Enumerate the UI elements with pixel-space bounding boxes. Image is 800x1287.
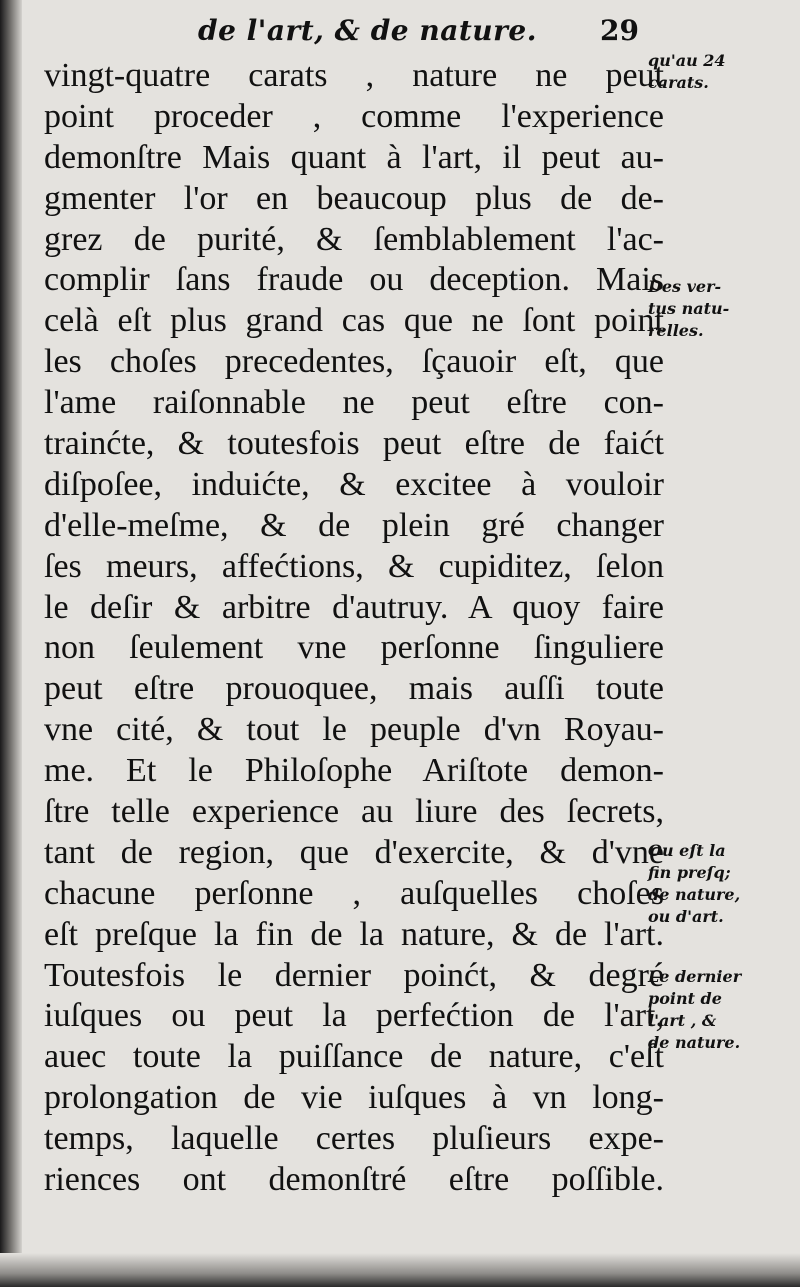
margin-note	[648, 840, 793, 928]
margin-note-line: Des ver-	[648, 277, 722, 296]
text-line: eſt preſque la fin de la nature, & de l'art.	[44, 915, 664, 953]
text-line: Toutesfois le dernier poinćt, & degré	[44, 956, 664, 994]
text-line: vingt-quatre carats , nature ne peut	[44, 57, 664, 94]
text-line: auec toute la puiſſance de nature, c'eſt	[44, 1038, 664, 1076]
text-line: d'elle-meſme, & de plein gré changer	[44, 506, 664, 544]
page-header	[0, 14, 800, 54]
margin-note-line: Ou eſt la	[648, 841, 726, 860]
text-line: diſpoſee, induićte, & excitee à vouloir	[44, 465, 664, 503]
margin-note-line: carats.	[648, 73, 709, 92]
margin-note-line: relles.	[648, 321, 704, 340]
text-line: chacune perſonne , auſquelles choſes	[44, 874, 664, 912]
text-line: le deſir & arbitre d'autruy. A quoy faire	[44, 588, 664, 626]
margin-note	[648, 276, 793, 342]
margin-note-line: de nature.	[648, 1033, 741, 1052]
text-line: temps, laquelle certes pluſieurs expe-	[44, 1120, 664, 1158]
text-line: riences ont demonſtré eſtre poſſible.	[44, 1161, 664, 1199]
page-left-edge-shadow	[0, 0, 22, 1287]
text-line: vne cité, & tout le peuple d'vn Royau-	[44, 711, 664, 749]
body-text	[44, 56, 664, 1201]
text-line: gmenter l'or en beaucoup plus de de-	[44, 179, 664, 217]
margin-note	[648, 966, 793, 1054]
text-line: peut eſtre prouoquee, mais auſſi toute	[44, 670, 664, 708]
running-head: de l'art, & de nature.	[198, 14, 537, 47]
text-line: grez de purité, & ſemblablement l'ac-	[44, 220, 664, 258]
text-line: ſtre telle experience au liure des ſecrets,	[44, 793, 664, 831]
text-line: demonſtre Mais quant à l'art, il peut au-	[44, 138, 664, 176]
text-line: prolongation de vie iuſques à vn long-	[44, 1079, 664, 1117]
margin-note	[648, 50, 793, 94]
text-line: point proceder , comme l'experience	[44, 97, 664, 135]
margin-note-line: Le dernier	[648, 967, 742, 986]
text-line: l'ame raiſonnable ne peut eſtre con-	[44, 384, 664, 422]
page-bottom-edge-shadow	[0, 1253, 800, 1287]
margin-note-line: l'art , &	[648, 1011, 717, 1030]
margin-note-line: de nature,	[648, 885, 741, 904]
text-line: celà eſt plus grand cas que ne ſont point	[44, 302, 664, 340]
text-line: complir ſans fraude ou deception. Mais	[44, 261, 664, 299]
text-line: trainćte, & toutesfois peut eſtre de faićt	[44, 425, 664, 463]
page-number: 29	[600, 14, 639, 47]
text-line: tant de region, que d'exercite, & d'vne	[44, 833, 664, 871]
margin-note-line: fin preſq;	[648, 863, 731, 882]
margin-note-line: ou d'art.	[648, 907, 724, 926]
text-line: me. Et le Philoſophe Ariſtote demon-	[44, 752, 664, 790]
text-line: ſes meurs, affećtions, & cupiditez, ſelon	[44, 547, 664, 585]
text-line: iuſques ou peut la perfećtion de l'art,	[44, 997, 664, 1035]
margin-note-line: point de	[648, 989, 722, 1008]
text-line: les choſes precedentes, ſçauoir eſt, que	[44, 343, 664, 381]
margin-note-line: tus natu-	[648, 299, 730, 318]
margin-note-line: qu'au 24	[648, 51, 726, 70]
text-line: non ſeulement vne perſonne ſinguliere	[44, 629, 664, 667]
